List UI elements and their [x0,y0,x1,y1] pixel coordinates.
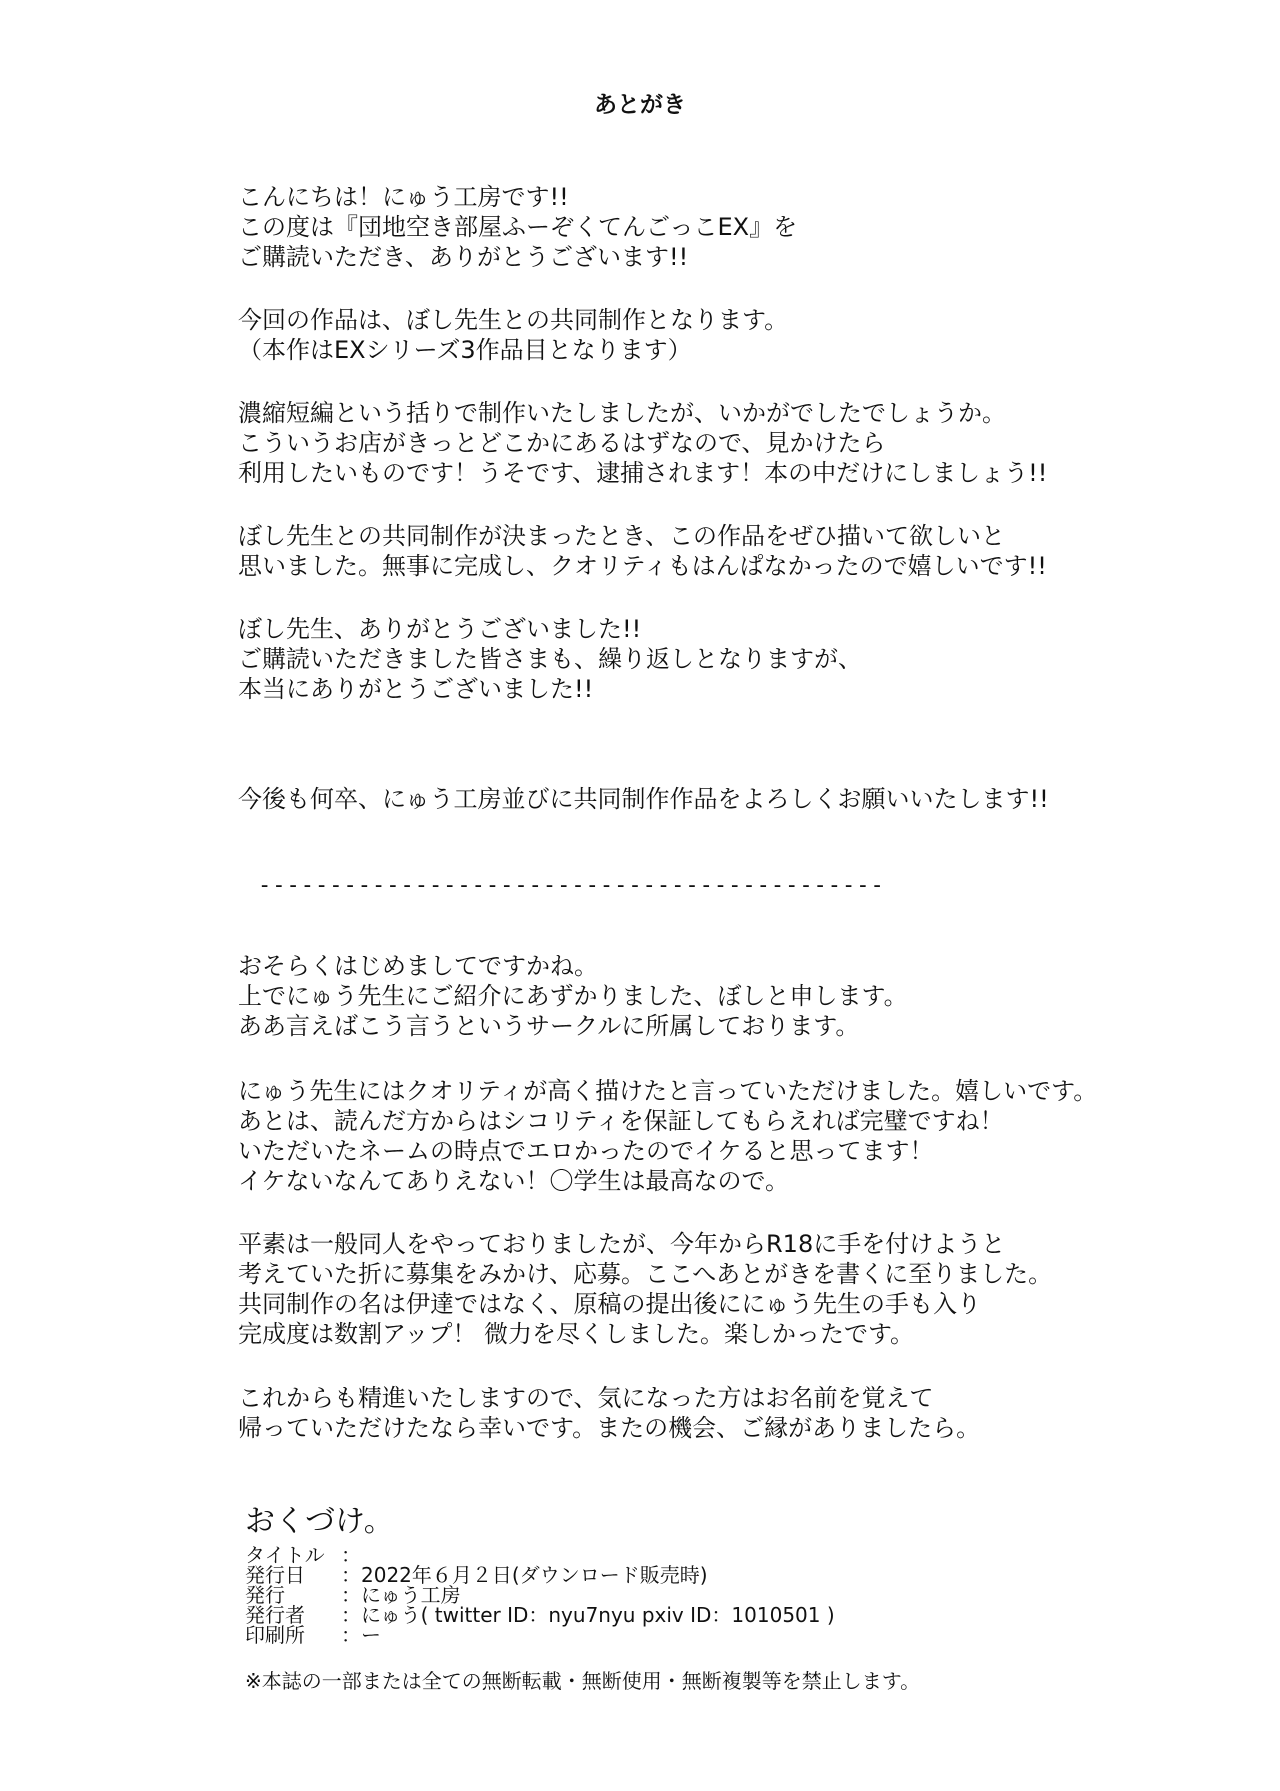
colophon-value: ー [361,1623,381,1647]
colophon-colon: ： [341,1583,361,1607]
copyright-notice: ※本誌の一部または全ての無断転載・無断使用・無断複製等を禁止します。 [245,1669,921,1693]
nyuu-paragraph-3 [238,398,1047,488]
text-line: 今回の作品は、ぼし先生との共同制作となります。 [238,306,789,334]
colophon-title: おくづけ。 [245,1504,394,1539]
boshi-paragraph-2 [238,1076,1097,1196]
text-line: 思いました。無事に完成し、クオリティもはんぱなかったので嬉しいです!! [238,552,1047,580]
text-line: こんにちは！にゅう工房です!! [238,183,569,211]
colophon-table [245,1545,835,1645]
text-line: 濃縮短編という括りで制作いたしましたが、いかがでしたでしょうか。 [238,399,1006,427]
text-line: あとは、読んだ方からはシコリティを保証してもらえれば完璧ですね！ [238,1107,1004,1135]
boshi-paragraph-4 [238,1383,980,1443]
nyuu-paragraph-2 [238,305,788,365]
colophon-key: 印刷所 [245,1623,305,1647]
text-line: 考えていた折に募集をみかけ、応募。ここへあとがきを書くに至りました。 [238,1260,1053,1288]
colophon-colon: ： [341,1623,361,1647]
colophon-row-title [245,1545,835,1565]
text-line: （本作はEXシリーズ3作品目となります） [238,336,692,364]
section-divider: -------------------------------------------- [258,873,885,898]
text-line: こういうお店がきっとどこかにあるはずなので、見かけたら [238,429,886,457]
boshi-paragraph-3 [238,1229,1052,1349]
colophon-value [361,1545,835,1565]
colophon-row-printer [245,1625,835,1645]
text-line: いただいたネームの時点でエロかったのでイケると思ってます！ [238,1137,934,1165]
colophon-row-issuer [245,1605,835,1625]
colophon-key: 発行日 [245,1563,305,1587]
text-line: おそらくはじめましてですかね。 [238,952,598,980]
text-line: 完成度は数割アップ！ 微力を尽くしました。楽しかったです。 [238,1320,915,1348]
colophon-value: にゅう( twitter ID：nyu7nyu pxiv ID：1010501 ) [361,1603,835,1627]
colophon-row-publisher [245,1585,835,1605]
colophon-key: 発行者 [245,1603,305,1627]
text-line: ご購読いただき、ありがとうございます!! [238,243,689,271]
colophon-value: 2022年６月２日(ダウンロード販売時) [361,1563,708,1587]
text-line: 今後も何卒、にゅう工房並びに共同制作作品をよろしくお願いいたします!! [238,785,1049,813]
text-line: 本当にありがとうございました!! [238,675,594,703]
page-title: あとがき [594,92,686,118]
colophon-row-date [245,1565,835,1585]
text-line: 上でにゅう先生にご紹介にあずかりました、ぼしと申します。 [238,982,908,1010]
colophon-colon: ： [341,1563,361,1587]
text-line: にゅう先生にはクオリティが高く描けたと言っていただけました。嬉しいです。 [238,1077,1098,1105]
colophon-value: にゅう工房 [361,1583,461,1607]
colophon-colon: ： [341,1543,361,1567]
text-line: 平素は一般同人をやっておりましたが、今年からR18に手を付けようと [238,1230,1006,1258]
boshi-paragraph-1 [238,951,908,1041]
colophon-key: タイトル [245,1543,325,1567]
nyuu-paragraph-1 [238,182,797,272]
text-line: この度は『団地空き部屋ふーぞくてんごっこEX』を [238,213,798,241]
text-line: ご購読いただきました皆さまも、繰り返しとなりますが、 [238,645,862,673]
nyuu-paragraph-5 [238,614,862,704]
text-line: ああ言えばこう言うというサークルに所属しております。 [238,1012,860,1040]
text-line: これからも精進いたしますので、気になった方はお名前を覚えて [238,1384,934,1412]
text-line: イケないなんてありえない！〇学生は最高なので。 [238,1167,790,1195]
text-line: ぼし先生、ありがとうございました!! [238,615,642,643]
text-line: 共同制作の名は伊達ではなく、原稿の提出後ににゅう先生の手も入り [238,1290,982,1318]
nyuu-paragraph-6 [238,784,1049,814]
colophon-colon: ： [341,1603,361,1627]
text-line: 利用したいものです！うそです、逮捕されます！本の中だけにしましょう!! [238,459,1048,487]
text-line: 帰っていただけたなら幸いです。またの機会、ご縁がありましたら。 [238,1414,981,1442]
nyuu-paragraph-4 [238,521,1047,581]
colophon-key: 発行 [245,1583,285,1607]
text-line: ぼし先生との共同制作が決まったとき、この作品をぜひ描いて欲しいと [238,522,1006,550]
